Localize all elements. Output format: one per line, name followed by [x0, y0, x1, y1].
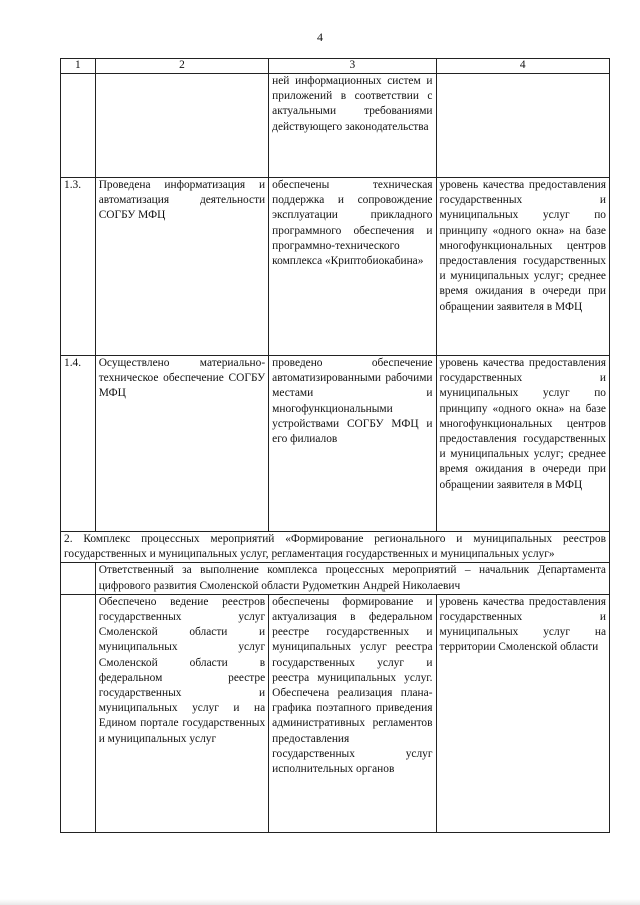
- table-row: [61, 594, 610, 832]
- characteristic-cell: обеспечены техническая поддержка и сопровождение эксплуатации прикладного программного обеспечения и программно-технического комплекса «Криптобиокабина»: [269, 178, 436, 356]
- responsible-text: Ответственный за выполнение комплекса процессных мероприятий – начальник Департамента цифрового развития Смоленской области Рудометкин Андрей Николаевич: [95, 563, 609, 594]
- section-title-row: [61, 532, 610, 563]
- result-cell: Осуществлено материально-техническое обеспечение СОГБУ МФЦ: [95, 356, 268, 532]
- characteristic-cell: ней информационных систем и приложений в соответствии с актуальными требованиями действующего законодательства: [269, 74, 436, 178]
- empty-cell: [61, 563, 96, 594]
- characteristic-cell: обеспечены формирование и актуализация в федеральном реестре государственных и муниципальных услуг реестра государственных услуг и реестра муниципальных услуг. Обеспечена реализация плана-графика поэтапного приведения административных регламентов предоставления государственных услуг исполнительных органов: [269, 594, 436, 832]
- indicator-cell: уровень качества предоставления государственных и муниципальных услуг по принципу «одного окна» на базе многофункциональных центров предоставления государственных и муниципальных услуг; среднее время ожидания в очереди при обращении заявителя в МФЦ: [436, 356, 610, 532]
- table-row: [61, 178, 610, 356]
- result-cell: Проведена информатизация и автоматизация деятельности СОГБУ МФЦ: [95, 178, 268, 356]
- row-number: 1.3.: [61, 178, 96, 356]
- table-header-row: [61, 59, 610, 74]
- responsible-row: [61, 563, 610, 594]
- header-cell: 2: [95, 59, 268, 74]
- header-cell: 3: [269, 59, 436, 74]
- table-row: [61, 74, 610, 178]
- header-cell: 4: [436, 59, 610, 74]
- result-cell: [95, 74, 268, 178]
- indicator-cell: уровень качества предоставления государственных и муниципальных услуг по принципу «одного окна» на базе многофункциональных центров предоставления государственных и муниципальных услуг; среднее время ожидания в очереди при обращении заявителя в МФЦ: [436, 178, 610, 356]
- page-number: 4: [317, 30, 323, 44]
- indicator-cell: уровень качества предоставления государственных и муниципальных услуг на территории Смоленской области: [436, 594, 610, 832]
- table-row: [61, 356, 610, 532]
- row-number: 1.4.: [61, 356, 96, 532]
- row-number: [61, 74, 96, 178]
- measures-table: [60, 58, 610, 833]
- indicator-cell: [436, 74, 610, 178]
- row-number: [61, 594, 96, 832]
- scan-edge: [0, 899, 640, 905]
- section-title: 2. Комплекс процессных мероприятий «Формирование регионального и муниципальных реестров государственных и муниципальных услуг, регламентация государственных и муниципальных услуг»: [61, 532, 610, 563]
- result-cell: Обеспечено ведение реестров государственных услуг Смоленской области и муниципальных услуг Смоленской области в федеральном реестре государственных и муниципальных услуг и на Едином портале государственных и муниципальных услуг: [95, 594, 268, 832]
- header-cell: 1: [61, 59, 96, 74]
- characteristic-cell: проведено обеспечение автоматизированными рабочими местами и многофункциональными устройствами СОГБУ МФЦ и его филиалов: [269, 356, 436, 532]
